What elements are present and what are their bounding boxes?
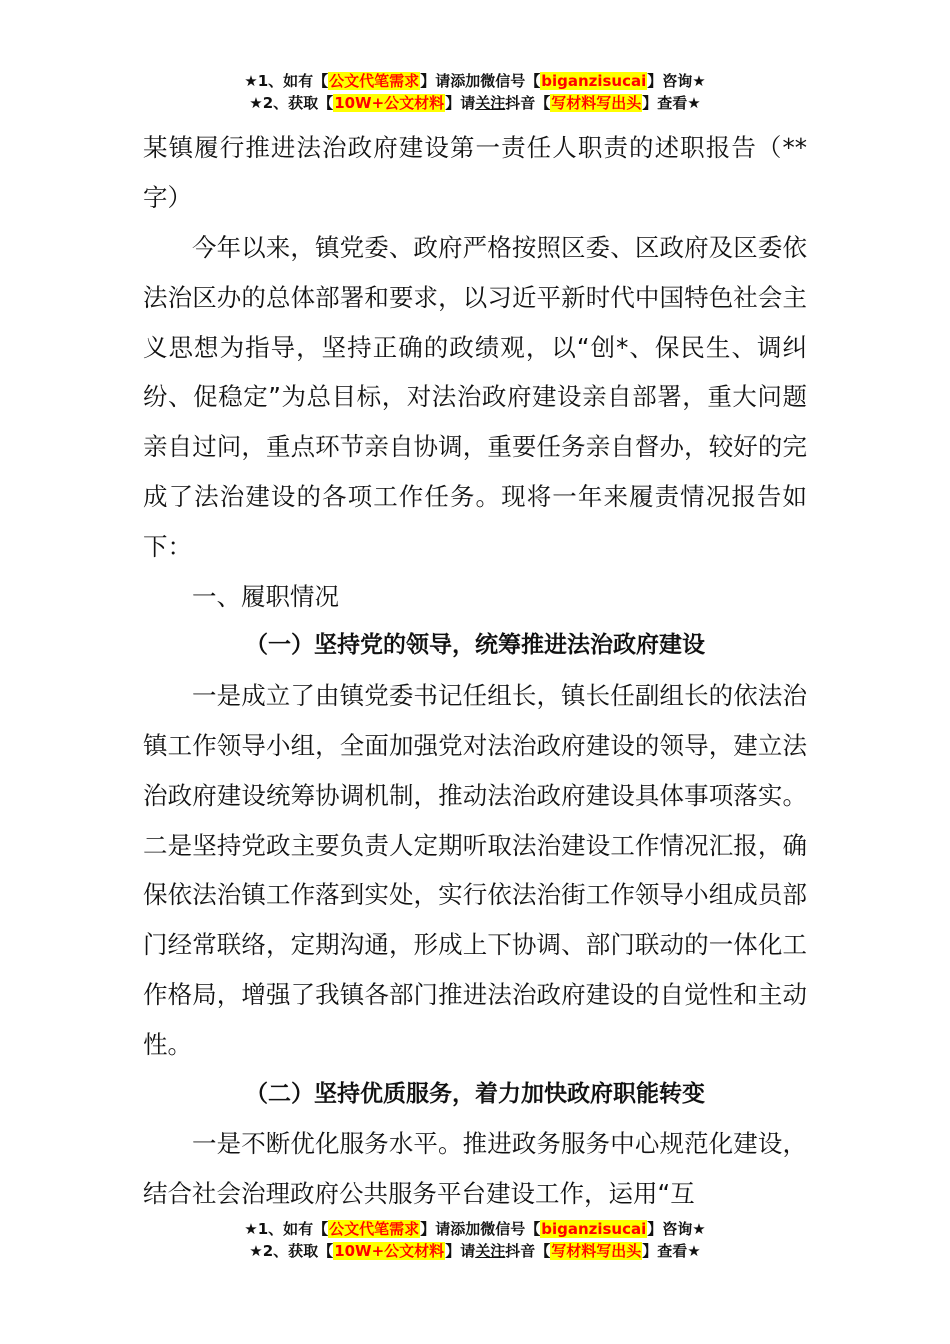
promo-highlight-wechat-id: biganzisucai [541, 1220, 647, 1238]
promo-highlight: 写材料写出头 [551, 94, 642, 112]
promo-text: 】查看★ [642, 94, 701, 112]
section-heading: 一、履职情况 [192, 581, 339, 611]
promo-underlined: 关注 [475, 94, 506, 112]
document-title: 某镇履行推进法治政府建设第一责任人职责的述职报告（**字） [143, 133, 807, 212]
promo-text: 】咨询★ [647, 72, 706, 90]
promo-highlight: 10W+公文材料 [334, 1242, 445, 1260]
promo-highlight: 公文代笔需求 [329, 1220, 420, 1238]
intro-paragraph: 今年以来，镇党委、政府严格按照区委、区政府及区委依法治区办的总体部署和要求，以习近平新时代中国特色社会主义思想为指导，坚持正确的政绩观，以“创*、保民生、调纠纷、促稳定”为总目标，对法治政府建设亲自部署，重大问题亲自过问，重点环节亲自协调，重要任务亲自督办，较好的完成了法治建设的各项工作任务。现将一年来履责情况报告如下： [143, 233, 807, 561]
promo-text: 】请 [445, 94, 476, 112]
promo-line-2 [0, 92, 950, 114]
promo-text: ★1、如有【 [244, 72, 329, 90]
body-paragraph: 一是成立了由镇党委书记任组长，镇长任副组长的依法治镇工作领导小组，全面加强党对法治政府建设的领导，建立法治政府建设统筹协调机制，推动法治政府建设具体事项落实。二是坚持党政主要负责人定期听取法治建设工作情况汇报，确保依法治镇工作落到实处，实行依法治街工作领导小组成员部门经常联络，定期沟通，形成上下协调、部门联动的一体化工作格局，增强了我镇各部门推进法治政府建设的自觉性和主动性。 [143, 681, 807, 1059]
promo-text: 】请添加微信号【 [420, 72, 541, 90]
subsection-heading: （二）坚持优质服务，着力加快政府职能转变 [245, 1080, 705, 1107]
promo-highlight-wechat-id: biganzisucai [541, 72, 647, 90]
promo-text: 】请 [445, 1242, 476, 1260]
promo-text: 】咨询★ [647, 1220, 706, 1238]
promo-text: 抖音【 [505, 1242, 551, 1260]
promo-line-2 [0, 1240, 950, 1262]
promo-banner-top [0, 70, 950, 114]
promo-text: ★2、获取【 [249, 94, 334, 112]
promo-line-1 [0, 70, 950, 92]
document-body [143, 123, 807, 1219]
subsection-heading: （一）坚持党的领导，统筹推进法治政府建设 [245, 632, 705, 659]
promo-text: 抖音【 [505, 94, 551, 112]
promo-line-1 [0, 1218, 950, 1240]
promo-highlight: 公文代笔需求 [329, 72, 420, 90]
promo-banner-bottom [0, 1218, 950, 1262]
promo-text: 】查看★ [642, 1242, 701, 1260]
promo-highlight: 10W+公文材料 [334, 94, 445, 112]
promo-underlined: 关注 [475, 1242, 506, 1260]
promo-text: ★2、获取【 [249, 1242, 334, 1260]
promo-text: 】请添加微信号【 [420, 1220, 541, 1238]
promo-highlight: 写材料写出头 [551, 1242, 642, 1260]
promo-text: ★1、如有【 [244, 1220, 329, 1238]
body-paragraph: 一是不断优化服务水平。推进政务服务中心规范化建设，结合社会治理政府公共服务平台建设工作，运用“互 [143, 1129, 807, 1209]
